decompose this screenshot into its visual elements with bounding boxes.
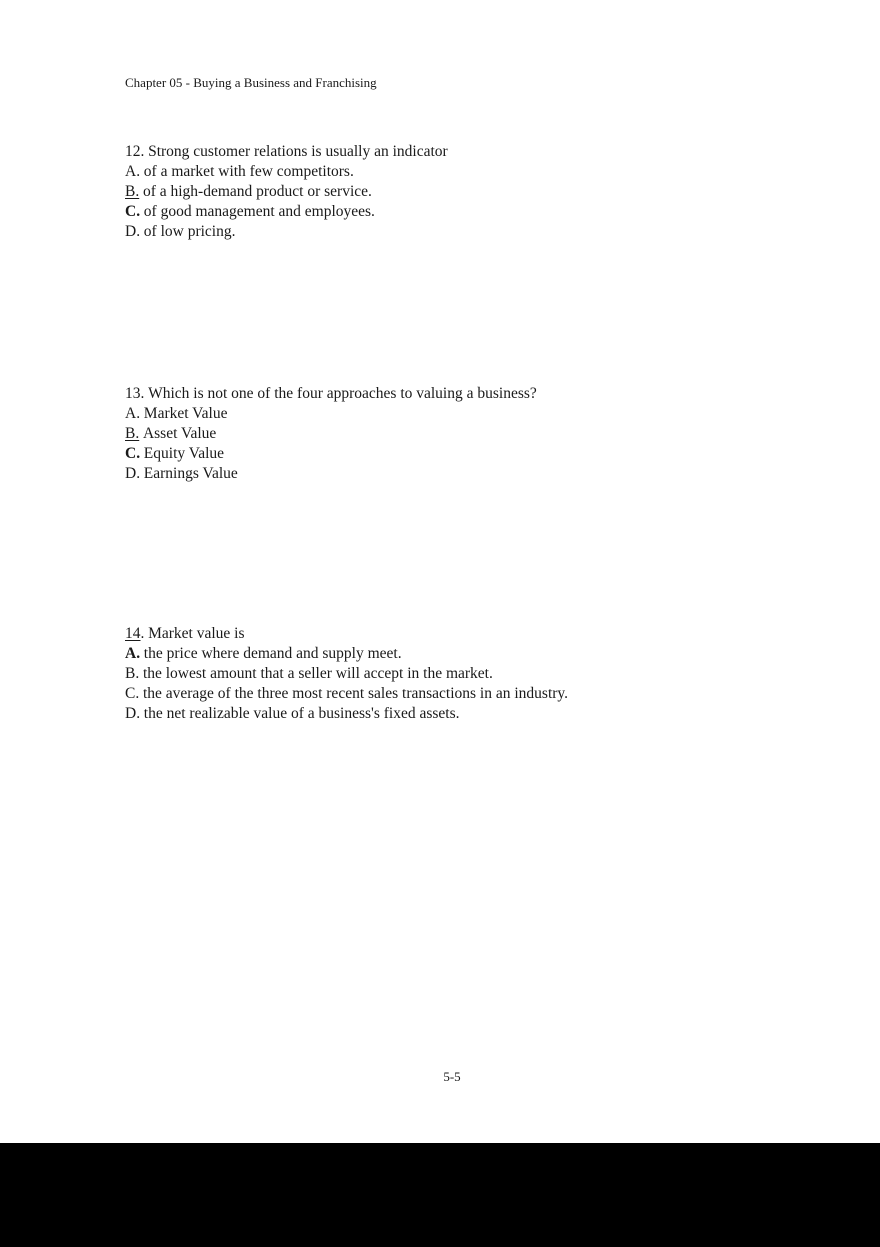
question-stem: Market value is xyxy=(148,625,245,642)
option-letter: C. xyxy=(125,445,141,462)
option-letter: C. xyxy=(125,203,141,220)
option-line xyxy=(125,404,840,424)
option-line xyxy=(125,202,840,222)
option-line xyxy=(125,222,840,242)
question-stem: Strong customer relations is usually an indicator xyxy=(148,143,448,160)
question-stem-line xyxy=(125,384,840,404)
option-letter: C. xyxy=(125,685,140,702)
question-number-suffix: . xyxy=(140,143,145,160)
question-stem: Which is not one of the four approaches to valuing a business? xyxy=(148,385,537,402)
option-text: of low pricing. xyxy=(143,223,236,240)
question-block-14 xyxy=(125,624,840,724)
option-line xyxy=(125,424,840,444)
page-header: Chapter 05 - Buying a Business and Franchising xyxy=(125,75,377,90)
option-letter: B. xyxy=(125,183,140,200)
option-line xyxy=(125,464,840,484)
page-number-footer: 5-5 xyxy=(443,1069,461,1084)
option-text: of good management and employees. xyxy=(143,203,375,220)
option-line xyxy=(125,684,840,704)
option-text: Asset Value xyxy=(142,425,217,442)
option-letter: A. xyxy=(125,163,141,180)
option-text: the lowest amount that a seller will accept in the market. xyxy=(142,665,493,682)
option-line xyxy=(125,444,840,464)
option-text: Equity Value xyxy=(143,445,225,462)
question-block-13 xyxy=(125,384,840,484)
option-letter: B. xyxy=(125,425,140,442)
option-text: of a market with few competitors. xyxy=(143,163,354,180)
question-block-12 xyxy=(125,142,840,242)
question-stem-line xyxy=(125,142,840,162)
question-stem-line xyxy=(125,624,840,644)
option-text: the average of the three most recent sales transactions in an industry. xyxy=(142,685,569,702)
question-number: 12 xyxy=(125,143,141,160)
option-line xyxy=(125,704,840,724)
question-number: 14 xyxy=(125,625,141,642)
question-number-suffix: . xyxy=(140,385,145,402)
option-letter: D. xyxy=(125,465,141,482)
option-letter: A. xyxy=(125,645,141,662)
option-letter: B. xyxy=(125,665,140,682)
option-text: Earnings Value xyxy=(143,465,238,482)
option-letter: A. xyxy=(125,405,141,422)
question-number: 13 xyxy=(125,385,141,402)
option-text: the net realizable value of a business's fixed assets. xyxy=(143,705,460,722)
option-letter: D. xyxy=(125,223,141,240)
option-line xyxy=(125,644,840,664)
bottom-black-band xyxy=(0,1143,880,1247)
option-line xyxy=(125,162,840,182)
option-letter: D. xyxy=(125,705,141,722)
option-line xyxy=(125,664,840,684)
option-text: Market Value xyxy=(143,405,228,422)
option-text: of a high-demand product or service. xyxy=(142,183,372,200)
option-line xyxy=(125,182,840,202)
question-number-suffix: . xyxy=(140,625,145,642)
option-text: the price where demand and supply meet. xyxy=(143,645,402,662)
